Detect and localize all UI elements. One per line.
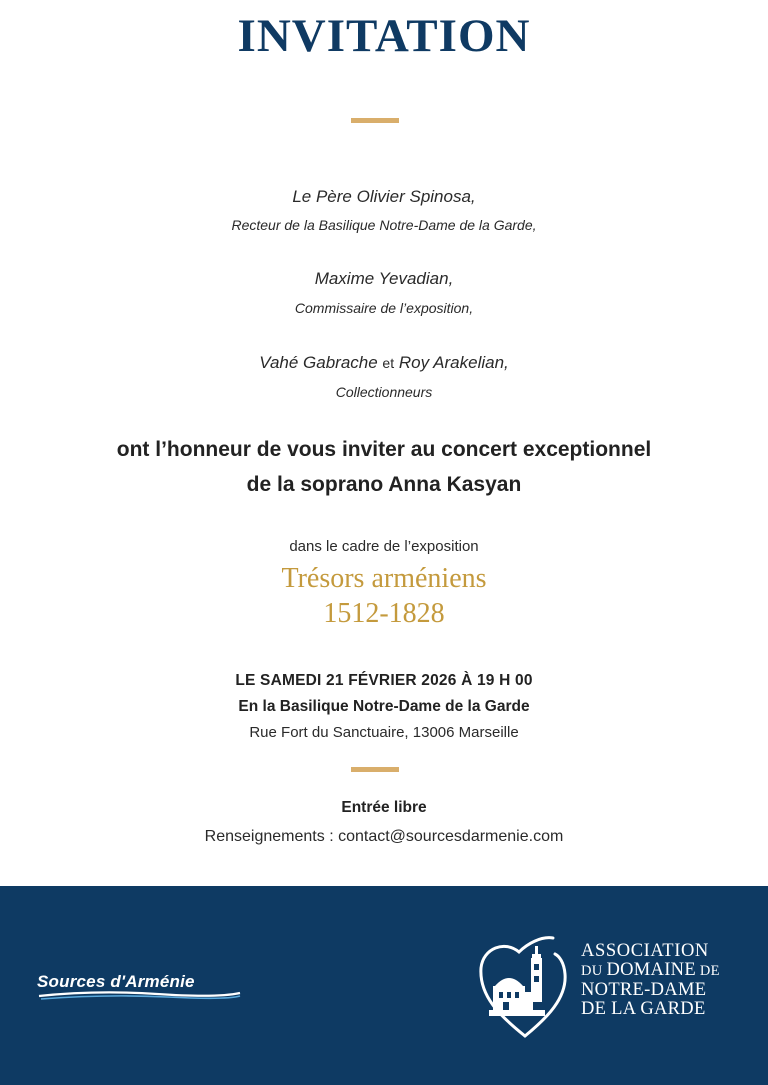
- event-date: LE SAMEDI 21 FÉVRIER 2026 À 19 H 00: [235, 672, 533, 689]
- association-line4: DE LA GARDE: [581, 999, 706, 1019]
- host-3-names: [0, 352, 768, 374]
- exhibition-years: 1512-1828: [323, 598, 445, 629]
- invitation-headline-line1: ont l’honneur de vous inviter au concert exceptionnel: [116, 438, 652, 461]
- sources-darmenie-logo: [37, 972, 242, 1000]
- association-line1: ASSOCIATION: [581, 941, 709, 961]
- invitation-headline-line2: de la soprano Anna Kasyan: [246, 473, 522, 496]
- basilica-heart-emblem-icon: [475, 926, 575, 1041]
- host-3-name-b: Roy Arakelian,: [398, 353, 509, 372]
- exhibition-context: dans le cadre de l’exposition: [289, 538, 479, 555]
- event-address: Rue Fort du Sanctuaire, 13006 Marseille: [249, 724, 519, 741]
- association-line2: DU DOMAINE DE: [581, 960, 720, 980]
- host-3-conjunction: et: [382, 355, 395, 371]
- host-2-name: Maxime Yevadian,: [314, 269, 454, 288]
- bottom-gold-divider: [351, 767, 399, 772]
- wave-swoosh-icon: [37, 989, 242, 1001]
- association-line3: NOTRE-DAME: [581, 980, 707, 1000]
- host-2-role: Commissaire de l’exposition,: [294, 300, 474, 316]
- footer-band: [0, 886, 768, 1085]
- top-gold-divider: [351, 118, 399, 123]
- association-name: [581, 942, 741, 1019]
- invitation-title: INVITATION: [237, 10, 531, 62]
- entry-note: Entrée libre: [341, 799, 427, 816]
- event-venue: En la Basilique Notre-Dame de la Garde: [238, 698, 530, 715]
- host-1-name: Le Père Olivier Spinosa,: [292, 187, 476, 206]
- contact-info: Renseignements : contact@sourcesdarmenie.com: [204, 828, 564, 845]
- host-1-role: Recteur de la Basilique Notre-Dame de la Garde,: [231, 217, 537, 233]
- host-3-role: Collectionneurs: [335, 384, 433, 400]
- exhibition-name: Trésors arméniens: [281, 563, 487, 594]
- sources-darmenie-wordmark: Sources d'Arménie: [37, 972, 195, 991]
- host-3-name-a: Vahé Gabrache: [259, 353, 378, 372]
